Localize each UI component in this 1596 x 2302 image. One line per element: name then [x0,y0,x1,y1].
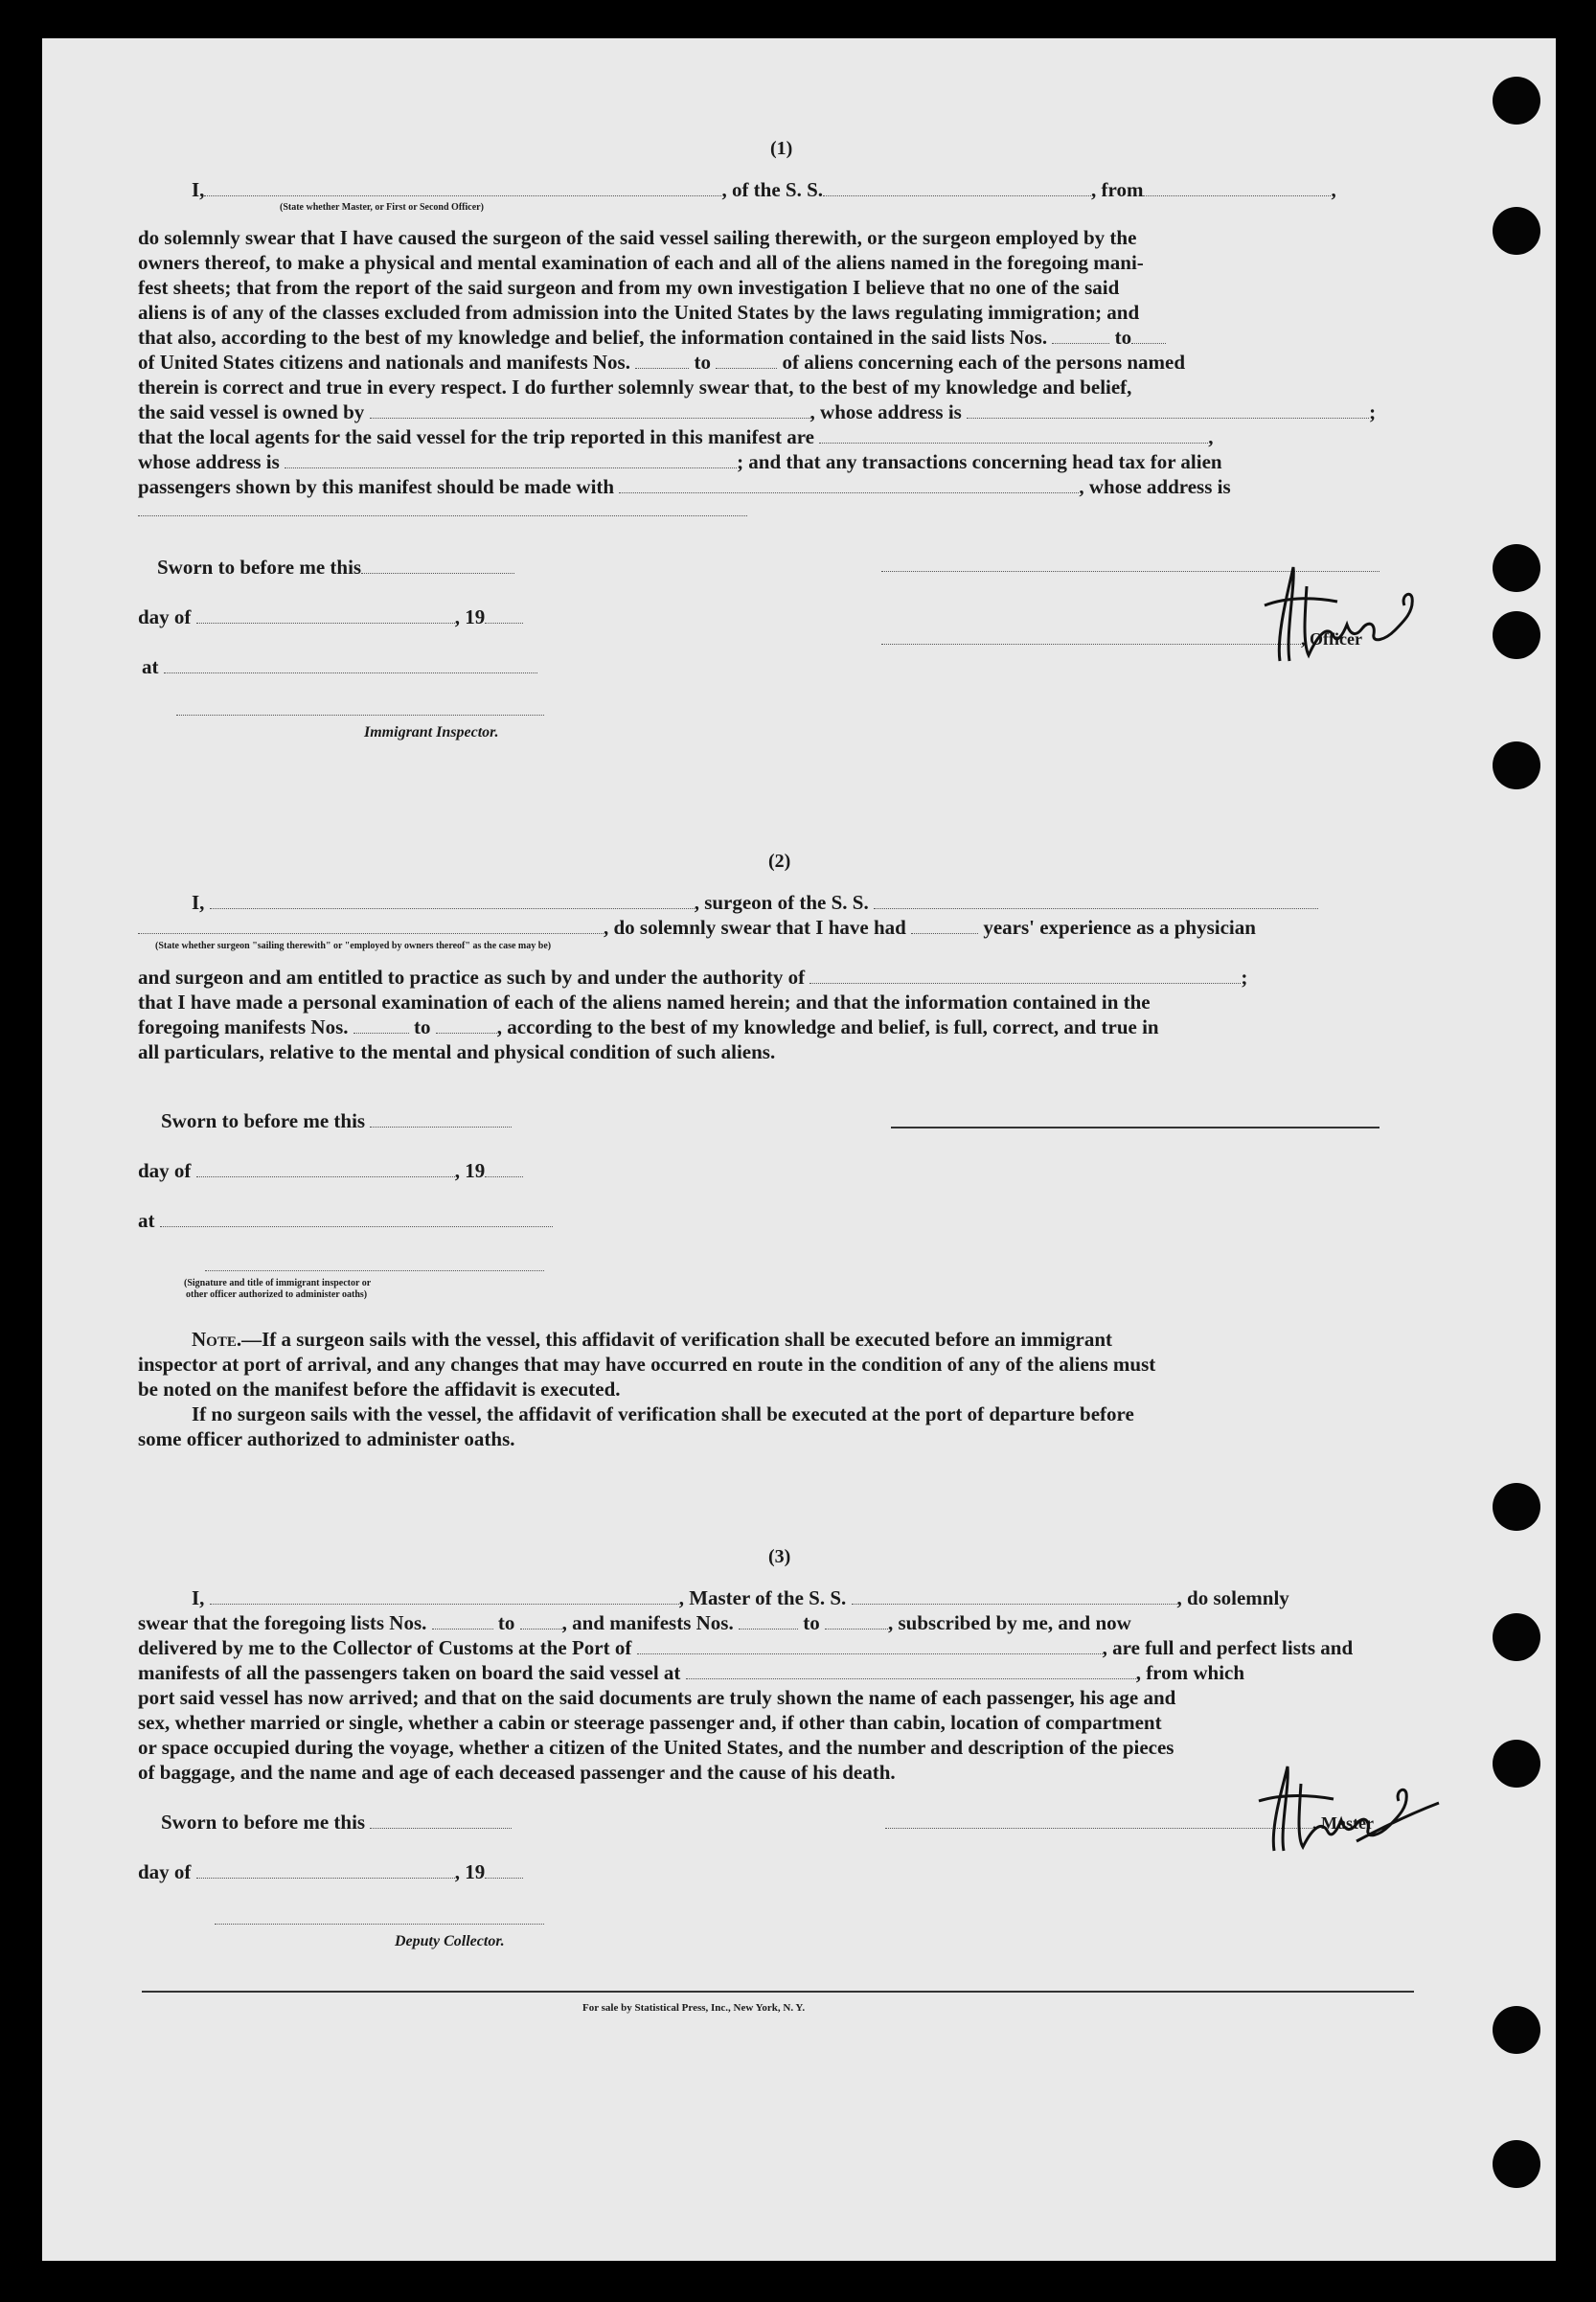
officer-signature [1251,548,1433,672]
s1-line-4: fest sheets; that from the report of the said surgeon and from my own investigation I believe that no one of the said [138,276,1120,299]
s3-master-line: , Master [885,1811,1374,1835]
s1-at: at [142,655,537,679]
s2-line-2: , do solemnly swear that I have had years' experience as a physician [138,916,1256,940]
s3-collector-line [215,1924,544,1925]
binder-hole [1493,1483,1540,1531]
s1-line-2: do solemnly swear that I have caused the surgeon of the said vessel sailing therewith, or the surgeon employed by the [138,226,1137,249]
s2-note-4: If no surgeon sails with the vessel, the affidavit of verification shall be executed at the port of departure before [192,1402,1134,1425]
s2-line-5: foregoing manifests Nos. to , according to the best of my knowledge and belief, is full, correct, and true in [138,1015,1159,1038]
s2-line-1: I, , surgeon of the S. S. [192,891,1318,915]
s3-line-3: delivered by me to the Collector of Customs at the Port of , are full and perfect lists and [138,1636,1354,1659]
s3-line-7: or space occupied during the voyage, whether a citizen of the United States, and the number and description of the pieces [138,1736,1174,1759]
s1-officer-line: , Officer [881,627,1362,650]
s2-note-3: be noted on the manifest before the affidavit is executed. [138,1378,621,1401]
s1-line-11: whose address is ; and that any transactions concerning head tax for alien [138,450,1222,473]
binder-hole [1493,741,1540,789]
s1-line-8: therein is correct and true in every respect. I do further solemnly swear that, to the best of my knowledge and belief, [138,376,1132,399]
form-page [42,38,1556,2261]
master-signature [1242,1749,1443,1864]
s2-note-1: Note.—If a surgeon sails with the vessel, this affidavit of verification shall be executed before an immigrant [192,1328,1113,1351]
s3-line-4: manifests of all the passengers taken on board the said vessel at , from which [138,1661,1245,1684]
s1-sworn: Sworn to before me this [157,556,514,580]
s1-line-1: I, , of the S. S. , from , [192,178,1336,201]
s1-inspector-label: Immigrant Inspector. [364,724,499,741]
binder-hole [1493,544,1540,592]
s2-note-5: some officer authorized to administer oaths. [138,1427,515,1450]
binder-hole [1493,207,1540,255]
s3-line-1: I, , Master of the S. S. , do solemnly [192,1586,1289,1609]
s3-line-2: swear that the foregoing lists Nos. to , and manifests Nos. to , subscribed by me, and now [138,1611,1131,1634]
s3-line-5: port said vessel has now arrived; and that on the said documents are truly shown the name of each passenger, his age and [138,1686,1176,1709]
binder-hole [1493,2140,1540,2188]
s2-day: day of , 19 [138,1159,523,1183]
s1-line-6: that also, according to the best of my knowledge and belief, the information contained in the said lists Nos. to [138,326,1166,350]
s2-at: at [138,1209,553,1233]
binder-hole [1493,611,1540,659]
binder-hole [1493,77,1540,125]
s2-line-6: all particulars, relative to the mental and physical condition of such aliens. [138,1040,776,1063]
binder-hole [1493,2006,1540,2054]
s1-line-9: the said vessel is owned by , whose address is ; [138,400,1377,423]
s2-sworn: Sworn to before me this [161,1109,512,1133]
s2-sig-note-2: other officer authorized to administer oaths) [186,1289,368,1300]
s1-line-5: aliens is of any of the classes excluded from admission into the United States by the laws regulating immigration; and [138,301,1140,324]
s2-inspector-line [205,1270,544,1271]
s1-inspector-line [176,715,544,716]
footer-rule [142,1991,1414,1993]
s2-sig-note-1: (Signature and title of immigrant inspector or [184,1278,372,1288]
s1-line-7: of United States citizens and nationals and manifests Nos. to of aliens concerning each of the persons named [138,351,1186,374]
footer-text: For sale by Statistical Press, Inc., New York, N. Y. [582,2002,806,2014]
s1-line-10: that the local agents for the said vessel for the trip reported in this manifest are , [138,425,1214,448]
s3-day: day of , 19 [138,1860,523,1884]
s3-collector-label: Deputy Collector. [395,1933,505,1949]
section-3-number: (3) [768,1546,791,1567]
s3-line-6: sex, whether married or single, whether a cabin or steerage passenger and, if other than cabin, location of compartment [138,1711,1162,1734]
s2-line-4: that I have made a personal examination of each of the aliens named herein; and that the information contained in the [138,991,1151,1014]
s1-day: day of , 19 [138,605,523,629]
s2-line-3: and surgeon and am entitled to practice as such by and under the authority of ; [138,966,1248,989]
s2-surgeon-note: (State whether surgeon "sailing therewith" or "employed by owners thereof" as the case may be) [155,941,552,951]
s1-line-3: owners thereof, to make a physical and mental examination of each and all of the aliens named in the foregoing mani- [138,251,1144,274]
s3-sworn: Sworn to before me this [161,1811,512,1835]
binder-hole [1493,1613,1540,1661]
s1-address-line [138,515,747,516]
s2-surgeon-sign-line [891,1127,1379,1128]
s3-line-8: of baggage, and the name and age of each deceased passenger and the cause of his death. [138,1761,896,1784]
binder-hole [1493,1740,1540,1788]
s1-line-12: passengers shown by this manifest should be made with , whose address is [138,475,1231,498]
s1-officer-note: (State whether Master, or First or Second Officer) [280,202,484,213]
s2-note-2: inspector at port of arrival, and any changes that may have occurred en route in the condition of any of the aliens must [138,1353,1156,1376]
section-1-number: (1) [770,138,793,159]
section-2-number: (2) [768,851,791,872]
